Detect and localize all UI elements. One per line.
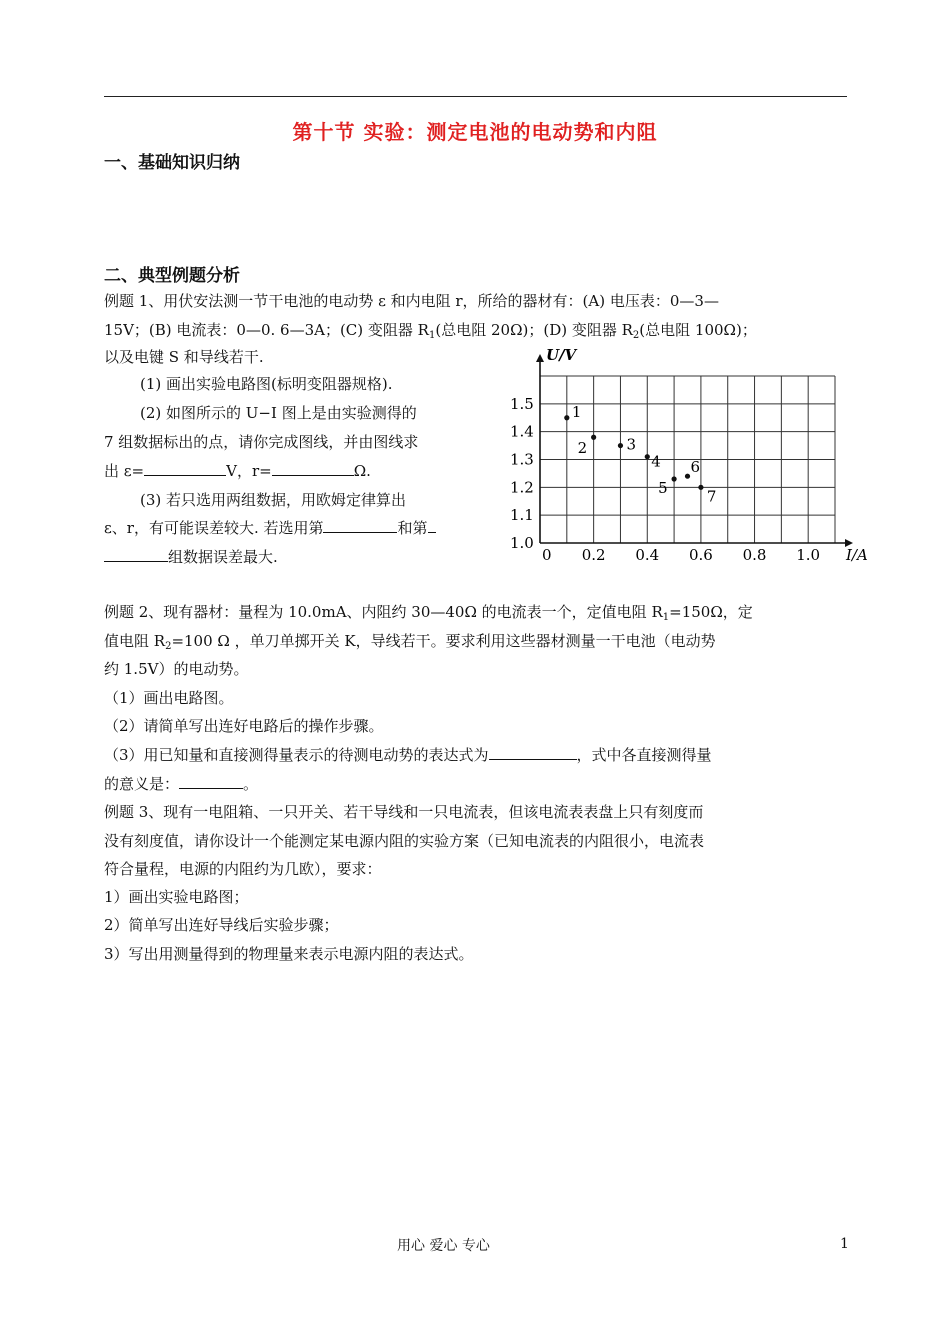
ex3-question-1: 1）画出实验电路图； <box>104 888 249 906</box>
ex2-question-1: （1）画出电路图。 <box>104 689 234 707</box>
page-title: 第十节 实验：测定电池的电动势和内阻 <box>292 120 658 144</box>
ex1-line2: 15V；(B) 电流表：0—0. 6—3A；(C) 变阻器 $R_1$(总电阻 20Ω)；(D) 变阻器 $R_2$(总电阻 100Ω)； <box>104 321 757 341</box>
emf-blank[interactable] <box>144 461 226 476</box>
group-blank-2b[interactable] <box>104 547 168 562</box>
ex2-question-3a: （3）用已知量和直接测得量表示的待测电动势的表达式为 ，式中各直接测得量 <box>104 746 712 764</box>
r-blank[interactable] <box>272 461 354 476</box>
x-tick-label: 1.0 <box>796 546 821 564</box>
page-number: 1 <box>840 1236 849 1252</box>
data-point <box>591 435 596 440</box>
ex1-question-1: (1) 画出实验电路图(标明变阻器规格). <box>140 375 393 393</box>
emf-expression-blank[interactable] <box>489 745 577 760</box>
ui-chart <box>500 344 880 569</box>
ex1-question-3c: 组数据误差最大. <box>104 547 278 567</box>
y-tick-label: 1.3 <box>510 450 534 469</box>
data-point <box>698 485 703 490</box>
ex3-line2: 没有刻度值，请你设计一个能测定某电源内阻的实验方案（已知电流表的内阻很小，电流表 <box>104 832 705 850</box>
meaning-blank[interactable] <box>179 774 243 789</box>
ex1-question-2a: (2) 如图所示的 U−I 图上是由实验测得的 <box>140 404 417 422</box>
data-point-label: 1 <box>571 402 582 421</box>
y-tick-label: 1.1 <box>510 506 534 525</box>
data-point <box>671 476 676 481</box>
x-tick-label: 0.4 <box>635 546 660 564</box>
data-point-label: 3 <box>626 435 637 454</box>
y-tick-label: 1.4 <box>510 422 534 441</box>
group-blank-2a[interactable] <box>428 518 436 533</box>
x-tick-label: 0.6 <box>688 546 713 564</box>
ex1-question-2c: 出 ε= V，r= Ω. <box>104 462 371 480</box>
ex1-line1: 例题 1、用伏安法测一节干电池的电动势 ε 和内电阻 r，所给的器材有：(A) 电压表：0—3— <box>104 292 719 310</box>
ex3-line3: 符合量程，电源的内阻约为几欧），要求： <box>104 860 382 878</box>
ex3-question-2: 2）简单写出连好导线后实验步骤； <box>104 916 339 934</box>
data-point <box>645 454 650 459</box>
ex1-question-3a: (3) 若只选用两组数据，用欧姆定律算出 <box>140 491 407 509</box>
y-axis-label: U/V <box>546 346 577 364</box>
x-tick-label: 0.8 <box>742 546 767 564</box>
data-point-label: 5 <box>658 478 668 497</box>
y-axis-arrow <box>536 354 544 362</box>
ex1-line3: 以及电键 S 和导线若干. <box>104 348 264 366</box>
data-point-label: 7 <box>706 487 717 506</box>
y-tick-label: 1.0 <box>510 534 534 552</box>
x-tick-label: 0 <box>542 546 552 564</box>
data-point-label: 6 <box>690 458 701 477</box>
top-rule <box>104 96 847 97</box>
data-point <box>618 443 623 448</box>
ex1-question-2b: 7 组数据标出的点，请你完成图线，并由图线求 <box>104 433 419 451</box>
ex2-question-3b: 的意义是： 。 <box>104 775 259 793</box>
data-point <box>564 415 569 420</box>
x-tick-label: 0.2 <box>581 546 606 564</box>
ex2-question-2: （2）请简单写出连好电路后的操作步骤。 <box>104 717 384 735</box>
group-blank-1[interactable] <box>323 518 397 533</box>
x-axis-label: I/A <box>846 546 868 564</box>
section-heading-1: 一、基础知识归纳 <box>104 153 240 173</box>
ex3-line1: 例题 3、现有一电阻箱、一只开关、若干导线和一只电流表，但该电流表表盘上只有刻度而 <box>104 803 704 821</box>
ex1-question-3b: ε、r，有可能误差较大. 若选用第 和第 <box>104 518 436 538</box>
y-tick-label: 1.5 <box>510 394 534 413</box>
ex2-line1: 例题 2、现有器材：量程为 10.0mA、内阻约 30—40Ω 的电流表一个，定值电阻 $R_1=150\Omega$，定 <box>104 603 753 623</box>
y-tick-label: 1.2 <box>510 478 534 497</box>
section-heading-2: 二、典型例题分析 <box>104 266 240 286</box>
ex3-question-3: 3）写出用测量得到的物理量来表示电源内阻的表达式。 <box>104 945 474 963</box>
ex2-line3: 约 1.5V）的电动势。 <box>104 660 249 678</box>
footer-slogan: 用心 爱心 专心 <box>397 1238 490 1254</box>
ex2-line2: 值电阻 $R_2=100$ Ω ，单刀单掷开关 K，导线若干。要求利用这些器材测量一干电池（电动势 <box>104 632 716 652</box>
data-point <box>685 474 690 479</box>
data-point-label: 4 <box>651 452 661 471</box>
data-point-label: 2 <box>577 439 588 458</box>
